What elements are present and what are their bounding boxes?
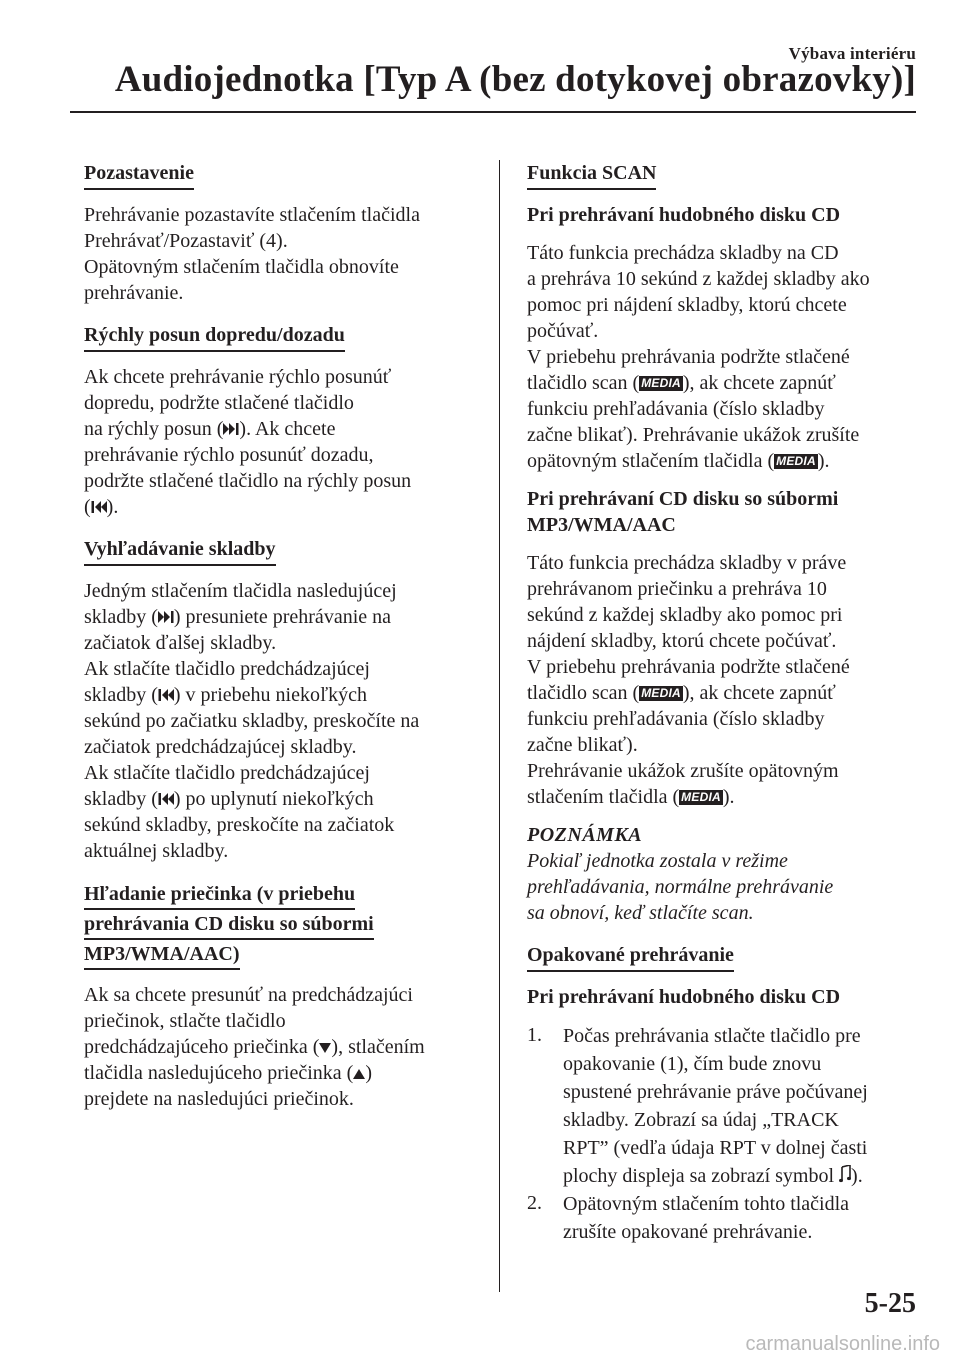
subheading-repeat-cd: Pri prehrávaní hudobného disku CD xyxy=(527,986,841,1008)
paragraph-folder-search: Ak sa chcete presunúť na predchádzajúci priečinok, stlačte tlačidlo predchádzajúceho priečinka ( ), stlačením tlačidla nasledujúceho priečinka ( ) prejdete na nasledujúci priečinok. xyxy=(84,984,425,1110)
heading-folder-search: Hľadanie priečinka (v priebehu prehrávania CD disku so súbormi MP3/WMA/AAC) xyxy=(84,880,374,970)
right-column xyxy=(527,160,927,1246)
note-title: POZNÁMKA xyxy=(527,824,643,846)
heading-pause: Pozastavenie xyxy=(84,160,194,190)
media-button-icon: MEDIA xyxy=(641,376,681,390)
paragraph-scan-cd: Táto funkcia prechádza skladby na CD a prehráva 10 sekúnd z každej skladby ako pomoc pri nájdení skladby, ktorú chcete počúvať. V priebehu prehrávania podržte stlačené tlačidlo scan ( MEDIA ), ak chcete zapnúť funkciu prehľadávania (číslo skladby začne blikať). Prehrávanie ukážok zrušíte opätovným stlačením tlačidla ( MEDIA ). xyxy=(527,242,870,472)
media-button-icon: MEDIA xyxy=(681,790,721,804)
list-number: 1. xyxy=(527,1024,542,1046)
page-number: 5-25 xyxy=(864,1288,916,1319)
list-item: 2. Opätovným stlačením tohto tlačidla zrušíte opakované prehrávanie. xyxy=(527,1192,850,1243)
paragraph-track-search: Jedným stlačením tlačidla nasledujúcej skladby ( ) presuniete prehrávanie na začiatok ďalšej skladby. Ak stlačíte tlačidlo predchádzajúcej skladby ( ) v priebehu niekoľkých sekúnd po začiatku skladby, preskočíte na začiatok predchádzajúcej skladby. Ak stlačíte tlačidlo predchádzajúcej skladby ( ) po uplynutí niekoľkých sekúnd skladby, preskočíte na začiatok aktuálnej skladby. xyxy=(84,580,420,862)
folder-up-icon xyxy=(353,1068,365,1080)
heading-track-search: Vyhľadávanie skladby xyxy=(84,536,276,566)
watermark: carmanualsonline.info xyxy=(745,1333,940,1355)
note-body: Pokiaľ jednotka zostala v režime prehľadávania, normálne prehrávanie sa obnoví, keď stlačíte scan. xyxy=(527,850,834,924)
subheading-scan-mp3: Pri prehrávaní CD disku so súbormi MP3/WMA/AAC xyxy=(527,488,839,536)
previous-track-icon xyxy=(158,688,174,702)
next-track-icon xyxy=(158,610,174,624)
heading-repeat: Opakované prehrávanie xyxy=(527,942,734,972)
column-divider xyxy=(499,160,500,1292)
section-kicker: Výbava interiéru xyxy=(788,44,916,63)
left-column xyxy=(84,160,484,1112)
rewind-icon xyxy=(91,500,107,514)
fast-forward-icon xyxy=(223,422,239,436)
music-note-icon xyxy=(839,1165,851,1183)
previous-track-icon xyxy=(158,792,174,806)
heading-fast-forward-rewind: Rýchly posun dopredu/dozadu xyxy=(84,322,345,352)
media-button-icon: MEDIA xyxy=(641,686,681,700)
list-item: 1. Počas prehrávania stlačte tlačidlo pre opakovanie (1), čím bude znovu spustené prehrávanie práve počúvanej skladby. Zobrazí sa údaj „TRACK RPT” (vedľa údaja RPT v dolnej časti plochy displeja sa zobrazí symbol ). xyxy=(527,1024,868,1187)
paragraph-fast-forward-rewind: Ak chcete prehrávanie rýchlo posunúť dopredu, podržte stlačené tlačidlo na rýchly posun ( ). Ak chcete prehrávanie rýchlo posunúť dozadu, podržte stlačené tlačidlo na rýchly posun ( ). xyxy=(84,366,412,518)
paragraph-scan-mp3: Táto funkcia prechádza skladby v práve prehrávanom priečinku a prehráva 10 sekúnd z každej skladby ako pomoc pri nájdení skladby, ktorú chcete počúvať. V priebehu prehrávania podržte stlačené tlačidlo scan ( MEDIA ), ak chcete zapnúť funkciu prehľadávania (číslo skladby začne blikať). Prehrávanie ukážok zrušíte opätovným stlačením tlačidla ( MEDIA ). xyxy=(527,552,850,808)
header-rule xyxy=(70,111,916,113)
folder-down-icon xyxy=(319,1042,331,1054)
subheading-scan-cd: Pri prehrávaní hudobného disku CD xyxy=(527,204,841,226)
list-number: 2. xyxy=(527,1192,542,1214)
media-button-icon: MEDIA xyxy=(776,454,816,468)
heading-scan: Funkcia SCAN xyxy=(527,160,656,190)
page-title: Audiojednotka [Typ A (bez dotykovej obrazovky)] xyxy=(114,59,916,100)
paragraph-pause: Prehrávanie pozastavíte stlačením tlačidla Prehrávať/Pozastaviť (4). Opätovným stlačením tlačidla obnovíte prehrávanie. xyxy=(84,204,420,304)
